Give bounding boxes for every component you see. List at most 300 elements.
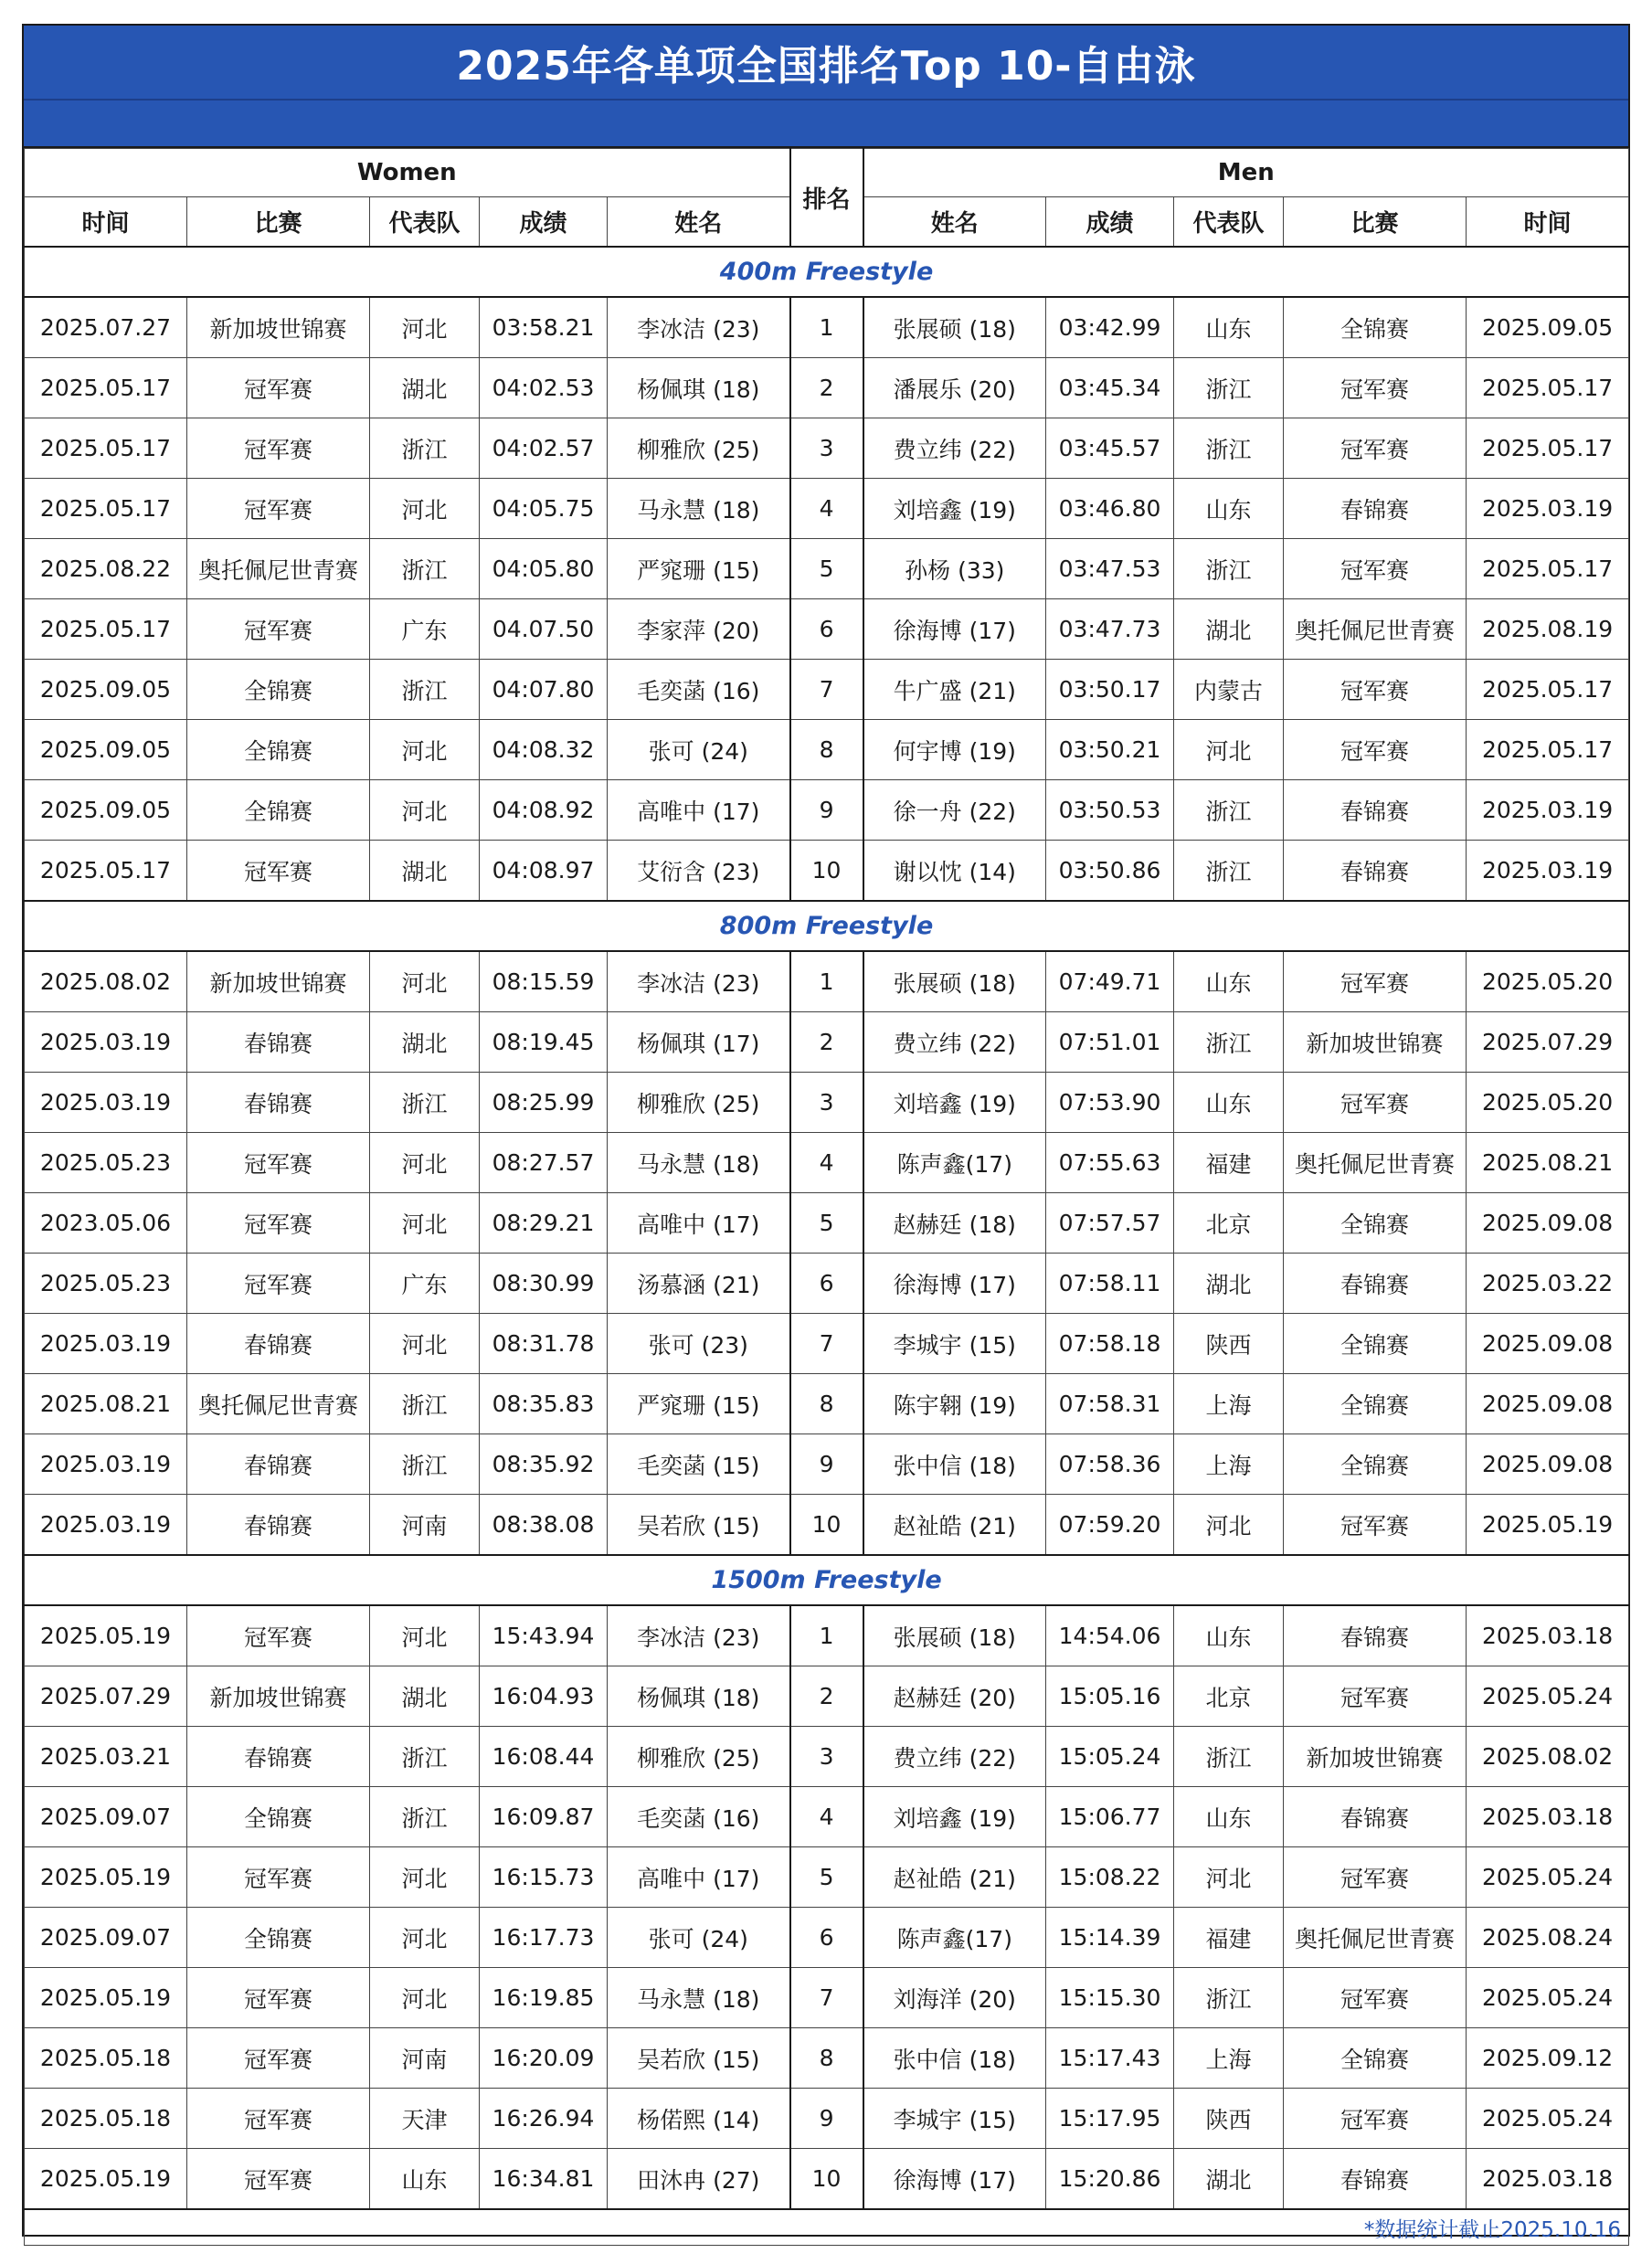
cell-rank: 10 [790,841,863,902]
cell-women-date: 2025.07.27 [25,297,187,358]
cell-women-date: 2025.05.18 [25,2028,187,2089]
table-row [25,1073,1629,1133]
cell-women-date: 2025.09.05 [25,660,187,720]
cell-men-name: 赵赫廷 (18) [863,1193,1046,1254]
cell-women-name: 严窕珊 (15) [608,539,790,599]
cell-women-time: 04:02.53 [480,358,608,418]
cell-men-meet: 冠军赛 [1284,1495,1467,1556]
cell-women-date: 2025.03.19 [25,1434,187,1495]
cell-men-time: 03:50.21 [1046,720,1174,780]
cell-women-team: 河北 [370,297,480,358]
cell-men-team: 陕西 [1174,1314,1284,1374]
cell-rank: 4 [790,479,863,539]
cell-men-meet: 冠军赛 [1284,358,1467,418]
table-row [25,1847,1629,1908]
col-men-name: 姓名 [863,197,1046,248]
table-row [25,1374,1629,1434]
cell-women-meet: 全锦赛 [187,660,370,720]
cell-men-team: 山东 [1174,297,1284,358]
col-women-name: 姓名 [608,197,790,248]
cell-women-time: 16:04.93 [480,1666,608,1727]
cell-men-team: 浙江 [1174,358,1284,418]
cell-women-meet: 冠军赛 [187,1193,370,1254]
cell-women-meet: 春锦赛 [187,1495,370,1556]
cell-women-team: 天津 [370,2089,480,2149]
cell-men-date: 2025.05.20 [1467,951,1629,1012]
cell-men-meet: 冠军赛 [1284,418,1467,479]
cell-men-date: 2025.09.05 [1467,297,1629,358]
cell-women-time: 08:19.45 [480,1012,608,1073]
cell-women-team: 河北 [370,720,480,780]
table-row [25,780,1629,841]
cell-women-meet: 冠军赛 [187,841,370,902]
table-row [25,358,1629,418]
cell-men-meet: 奥托佩尼世青赛 [1284,1908,1467,1968]
cell-rank: 2 [790,1012,863,1073]
cell-women-name: 马永慧 (18) [608,479,790,539]
cell-women-date: 2025.08.02 [25,951,187,1012]
cell-women-date: 2025.03.19 [25,1314,187,1374]
cell-women-date: 2025.05.17 [25,479,187,539]
cell-men-date: 2025.05.24 [1467,2089,1629,2149]
cell-rank: 3 [790,418,863,479]
cell-men-time: 07:55.63 [1046,1133,1174,1193]
cell-women-team: 广东 [370,599,480,660]
cell-women-time: 04:05.75 [480,479,608,539]
cell-women-date: 2025.03.19 [25,1073,187,1133]
cell-men-team: 河北 [1174,720,1284,780]
cell-men-date: 2025.09.08 [1467,1374,1629,1434]
cell-women-team: 浙江 [370,1073,480,1133]
cell-women-meet: 春锦赛 [187,1314,370,1374]
cell-rank: 5 [790,1847,863,1908]
cell-men-name: 张展硕 (18) [863,297,1046,358]
cell-women-team: 河北 [370,1968,480,2028]
cell-women-time: 08:35.92 [480,1434,608,1495]
cell-women-time: 08:27.57 [480,1133,608,1193]
cell-men-date: 2025.05.17 [1467,720,1629,780]
cell-men-team: 福建 [1174,1133,1284,1193]
cell-men-name: 刘培鑫 (19) [863,479,1046,539]
cell-men-team: 浙江 [1174,1968,1284,2028]
cell-women-team: 河北 [370,1133,480,1193]
cell-men-date: 2025.05.24 [1467,1666,1629,1727]
cell-men-name: 李城宇 (15) [863,1314,1046,1374]
cell-men-time: 03:47.53 [1046,539,1174,599]
cell-women-time: 16:08.44 [480,1727,608,1787]
table-row [25,1193,1629,1254]
table-row [25,479,1629,539]
cell-women-name: 李家萍 (20) [608,599,790,660]
cell-women-date: 2025.09.07 [25,1787,187,1847]
cell-men-date: 2025.03.18 [1467,1787,1629,1847]
cell-rank: 4 [790,1133,863,1193]
cell-men-date: 2025.03.22 [1467,1254,1629,1314]
cell-women-name: 艾衍含 (23) [608,841,790,902]
ranking-table [24,148,1629,2246]
cell-women-meet: 春锦赛 [187,1012,370,1073]
cell-rank: 7 [790,660,863,720]
cell-men-date: 2025.09.08 [1467,1434,1629,1495]
cell-rank: 3 [790,1073,863,1133]
cell-men-date: 2025.03.19 [1467,479,1629,539]
cell-women-team: 浙江 [370,1434,480,1495]
cell-women-name: 毛奕菡 (15) [608,1434,790,1495]
cell-women-date: 2025.03.21 [25,1727,187,1787]
footnote: *数据统计截止2025.10.16 [25,2209,1629,2246]
cell-men-team: 湖北 [1174,1254,1284,1314]
cell-men-name: 陈宇翱 (19) [863,1374,1046,1434]
cell-women-date: 2025.08.21 [25,1374,187,1434]
cell-rank: 8 [790,2028,863,2089]
cell-women-time: 08:30.99 [480,1254,608,1314]
cell-women-date: 2025.05.17 [25,418,187,479]
cell-men-name: 徐一舟 (22) [863,780,1046,841]
cell-women-time: 08:31.78 [480,1314,608,1374]
col-men-meet: 比赛 [1284,197,1467,248]
cell-men-meet: 冠军赛 [1284,951,1467,1012]
cell-women-team: 浙江 [370,1374,480,1434]
cell-men-team: 北京 [1174,1193,1284,1254]
cell-women-name: 张可 (23) [608,1314,790,1374]
cell-rank: 6 [790,599,863,660]
cell-women-date: 2025.05.19 [25,1968,187,2028]
cell-men-time: 03:45.57 [1046,418,1174,479]
cell-men-date: 2025.03.18 [1467,2149,1629,2210]
cell-women-team: 河北 [370,1314,480,1374]
cell-rank: 7 [790,1314,863,1374]
col-women-team: 代表队 [370,197,480,248]
cell-men-time: 03:50.86 [1046,841,1174,902]
cell-women-team: 湖北 [370,841,480,902]
cell-rank: 9 [790,1434,863,1495]
table-row [25,1434,1629,1495]
cell-men-time: 03:45.34 [1046,358,1174,418]
cell-men-name: 费立纬 (22) [863,1727,1046,1787]
cell-rank: 9 [790,2089,863,2149]
cell-men-time: 07:51.01 [1046,1012,1174,1073]
cell-women-time: 04:07.80 [480,660,608,720]
men-header: Men [863,149,1629,197]
cell-men-date: 2025.05.17 [1467,660,1629,720]
cell-women-date: 2025.03.19 [25,1495,187,1556]
cell-men-date: 2025.08.21 [1467,1133,1629,1193]
cell-women-meet: 冠军赛 [187,2089,370,2149]
cell-men-time: 15:05.16 [1046,1666,1174,1727]
col-men-time: 成绩 [1046,197,1174,248]
cell-men-team: 陕西 [1174,2089,1284,2149]
cell-men-team: 浙江 [1174,780,1284,841]
cell-men-name: 费立纬 (22) [863,1012,1046,1073]
cell-women-meet: 新加坡世锦赛 [187,297,370,358]
cell-men-meet: 全锦赛 [1284,297,1467,358]
table-row [25,1012,1629,1073]
cell-men-time: 15:06.77 [1046,1787,1174,1847]
table-row [25,1495,1629,1556]
cell-women-name: 马永慧 (18) [608,1968,790,2028]
cell-men-name: 陈声鑫(17) [863,1133,1046,1193]
cell-women-name: 马永慧 (18) [608,1133,790,1193]
cell-men-date: 2025.09.08 [1467,1314,1629,1374]
cell-men-date: 2025.03.18 [1467,1605,1629,1666]
cell-men-date: 2025.05.19 [1467,1495,1629,1556]
cell-women-meet: 新加坡世锦赛 [187,1666,370,1727]
cell-women-date: 2025.05.17 [25,841,187,902]
cell-women-date: 2025.05.19 [25,1847,187,1908]
cell-rank: 4 [790,1787,863,1847]
cell-rank: 1 [790,297,863,358]
cell-rank: 10 [790,1495,863,1556]
cell-women-name: 张可 (24) [608,720,790,780]
cell-women-time: 16:17.73 [480,1908,608,1968]
cell-men-team: 浙江 [1174,418,1284,479]
cell-women-name: 高唯中 (17) [608,780,790,841]
cell-women-meet: 冠军赛 [187,358,370,418]
cell-men-name: 赵赫廷 (20) [863,1666,1046,1727]
cell-men-name: 陈声鑫(17) [863,1908,1046,1968]
cell-women-time: 08:29.21 [480,1193,608,1254]
cell-women-date: 2023.05.06 [25,1193,187,1254]
table-row [25,599,1629,660]
cell-men-date: 2025.05.24 [1467,1968,1629,2028]
cell-women-team: 浙江 [370,1727,480,1787]
cell-women-date: 2025.05.17 [25,358,187,418]
cell-women-meet: 奥托佩尼世青赛 [187,1374,370,1434]
col-women-meet: 比赛 [187,197,370,248]
col-men-date: 时间 [1467,197,1629,248]
cell-women-date: 2025.05.19 [25,1605,187,1666]
cell-women-team: 浙江 [370,539,480,599]
cell-men-name: 张展硕 (18) [863,1605,1046,1666]
cell-men-team: 内蒙古 [1174,660,1284,720]
cell-women-meet: 全锦赛 [187,780,370,841]
cell-women-time: 03:58.21 [480,297,608,358]
cell-women-team: 河北 [370,1908,480,1968]
cell-men-time: 03:47.73 [1046,599,1174,660]
cell-rank: 2 [790,1666,863,1727]
table-row [25,2089,1629,2149]
cell-men-time: 15:05.24 [1046,1727,1174,1787]
cell-women-meet: 冠军赛 [187,1847,370,1908]
cell-women-team: 湖北 [370,1666,480,1727]
cell-men-time: 07:49.71 [1046,951,1174,1012]
cell-rank: 9 [790,780,863,841]
cell-men-meet: 春锦赛 [1284,1787,1467,1847]
cell-women-meet: 全锦赛 [187,1787,370,1847]
cell-men-time: 07:57.57 [1046,1193,1174,1254]
cell-women-date: 2025.07.29 [25,1666,187,1727]
cell-men-meet: 冠军赛 [1284,1073,1467,1133]
cell-women-name: 柳雅欣 (25) [608,1073,790,1133]
cell-women-date: 2025.09.05 [25,720,187,780]
cell-men-meet: 新加坡世锦赛 [1284,1727,1467,1787]
cell-men-meet: 全锦赛 [1284,1193,1467,1254]
cell-men-team: 河北 [1174,1847,1284,1908]
cell-men-meet: 奥托佩尼世青赛 [1284,599,1467,660]
cell-rank: 6 [790,1908,863,1968]
cell-rank: 10 [790,2149,863,2210]
cell-men-name: 李城宇 (15) [863,2089,1046,2149]
cell-men-time: 03:42.99 [1046,297,1174,358]
cell-women-meet: 新加坡世锦赛 [187,951,370,1012]
cell-men-time: 07:59.20 [1046,1495,1174,1556]
cell-women-time: 16:20.09 [480,2028,608,2089]
cell-men-name: 赵祉皓 (21) [863,1847,1046,1908]
cell-men-time: 07:58.11 [1046,1254,1174,1314]
cell-men-meet: 春锦赛 [1284,780,1467,841]
table-row [25,1666,1629,1727]
page-title: 2025年各单项全国排名Top 10-自由泳 [24,26,1628,99]
cell-men-time: 14:54.06 [1046,1605,1174,1666]
cell-men-time: 15:17.43 [1046,2028,1174,2089]
cell-men-date: 2025.05.17 [1467,539,1629,599]
cell-women-time: 08:35.83 [480,1374,608,1434]
cell-women-team: 浙江 [370,418,480,479]
cell-men-time: 15:20.86 [1046,2149,1174,2210]
cell-women-name: 田沐冉 (27) [608,2149,790,2210]
cell-men-date: 2025.09.08 [1467,1193,1629,1254]
cell-women-name: 杨偌熙 (14) [608,2089,790,2149]
cell-men-time: 15:17.95 [1046,2089,1174,2149]
cell-men-meet: 冠军赛 [1284,660,1467,720]
cell-women-team: 浙江 [370,660,480,720]
cell-men-team: 山东 [1174,479,1284,539]
cell-men-team: 浙江 [1174,1012,1284,1073]
cell-women-time: 16:34.81 [480,2149,608,2210]
cell-women-time: 08:15.59 [480,951,608,1012]
table-row [25,1787,1629,1847]
cell-women-name: 汤慕涵 (21) [608,1254,790,1314]
cell-women-name: 杨佩琪 (18) [608,1666,790,1727]
cell-women-date: 2025.08.22 [25,539,187,599]
table-row [25,1254,1629,1314]
cell-women-date: 2025.03.19 [25,1012,187,1073]
cell-women-meet: 冠军赛 [187,1254,370,1314]
cell-men-date: 2025.09.12 [1467,2028,1629,2089]
cell-rank: 6 [790,1254,863,1314]
table-row [25,539,1629,599]
cell-women-name: 柳雅欣 (25) [608,1727,790,1787]
cell-men-meet: 春锦赛 [1284,479,1467,539]
cell-men-time: 15:15.30 [1046,1968,1174,2028]
cell-men-meet: 奥托佩尼世青赛 [1284,1133,1467,1193]
title-sub-bar [24,99,1628,148]
cell-men-meet: 冠军赛 [1284,1847,1467,1908]
cell-women-name: 李冰洁 (23) [608,1605,790,1666]
cell-men-meet: 新加坡世锦赛 [1284,1012,1467,1073]
cell-men-date: 2025.07.29 [1467,1012,1629,1073]
cell-women-name: 李冰洁 (23) [608,951,790,1012]
cell-men-team: 河北 [1174,1495,1284,1556]
cell-men-team: 浙江 [1174,841,1284,902]
cell-men-team: 山东 [1174,951,1284,1012]
cell-men-time: 07:58.31 [1046,1374,1174,1434]
cell-men-meet: 全锦赛 [1284,1434,1467,1495]
cell-women-meet: 奥托佩尼世青赛 [187,539,370,599]
table-row [25,1605,1629,1666]
cell-women-name: 高唯中 (17) [608,1193,790,1254]
cell-men-name: 刘培鑫 (19) [863,1787,1046,1847]
cell-men-time: 07:53.90 [1046,1073,1174,1133]
cell-women-name: 李冰洁 (23) [608,297,790,358]
cell-men-date: 2025.03.19 [1467,841,1629,902]
section-row [25,247,1629,297]
cell-men-time: 07:58.18 [1046,1314,1174,1374]
col-women-date: 时间 [25,197,187,248]
cell-men-team: 上海 [1174,1374,1284,1434]
cell-men-name: 刘海洋 (20) [863,1968,1046,2028]
cell-women-name: 毛奕菡 (16) [608,1787,790,1847]
cell-women-time: 04:08.97 [480,841,608,902]
table-row [25,2028,1629,2089]
cell-men-meet: 冠军赛 [1284,539,1467,599]
cell-men-team: 上海 [1174,2028,1284,2089]
cell-women-name: 柳雅欣 (25) [608,418,790,479]
cell-women-date: 2025.05.18 [25,2089,187,2149]
cell-men-name: 牛广盛 (21) [863,660,1046,720]
cell-women-meet: 冠军赛 [187,479,370,539]
cell-women-meet: 冠军赛 [187,2149,370,2210]
cell-women-time: 16:19.85 [480,1968,608,2028]
cell-men-team: 山东 [1174,1073,1284,1133]
cell-men-name: 张展硕 (18) [863,951,1046,1012]
cell-rank: 1 [790,951,863,1012]
col-women-time: 成绩 [480,197,608,248]
cell-men-team: 北京 [1174,1666,1284,1727]
cell-women-meet: 冠军赛 [187,1605,370,1666]
women-header: Women [25,149,790,197]
cell-men-date: 2025.05.20 [1467,1073,1629,1133]
cell-women-team: 山东 [370,2149,480,2210]
cell-men-meet: 冠军赛 [1284,720,1467,780]
cell-men-name: 何宇博 (19) [863,720,1046,780]
cell-men-team: 上海 [1174,1434,1284,1495]
cell-women-team: 河北 [370,479,480,539]
cell-men-meet: 春锦赛 [1284,841,1467,902]
cell-women-time: 04:05.80 [480,539,608,599]
cell-rank: 2 [790,358,863,418]
cell-men-name: 徐海博 (17) [863,599,1046,660]
cell-women-meet: 冠军赛 [187,1968,370,2028]
cell-men-name: 徐海博 (17) [863,2149,1046,2210]
table-row [25,660,1629,720]
cell-women-meet: 春锦赛 [187,1434,370,1495]
cell-women-date: 2025.09.07 [25,1908,187,1968]
table-row [25,1968,1629,2028]
cell-rank: 7 [790,1968,863,2028]
table-row [25,297,1629,358]
cell-men-date: 2025.05.17 [1467,418,1629,479]
cell-men-time: 07:58.36 [1046,1434,1174,1495]
cell-men-time: 03:50.53 [1046,780,1174,841]
cell-women-name: 张可 (24) [608,1908,790,1968]
cell-men-date: 2025.08.19 [1467,599,1629,660]
table-row [25,720,1629,780]
cell-men-name: 孙杨 (33) [863,539,1046,599]
cell-women-meet: 冠军赛 [187,599,370,660]
ranking-sheet [22,24,1630,2242]
table-row [25,1314,1629,1374]
cell-men-name: 徐海博 (17) [863,1254,1046,1314]
cell-men-date: 2025.05.24 [1467,1847,1629,1908]
cell-men-team: 湖北 [1174,2149,1284,2210]
rank-header: 排名 [790,149,863,248]
cell-men-date: 2025.08.24 [1467,1908,1629,1968]
table-row [25,418,1629,479]
cell-women-name: 吴若欣 (15) [608,1495,790,1556]
cell-men-name: 张中信 (18) [863,1434,1046,1495]
cell-rank: 5 [790,1193,863,1254]
